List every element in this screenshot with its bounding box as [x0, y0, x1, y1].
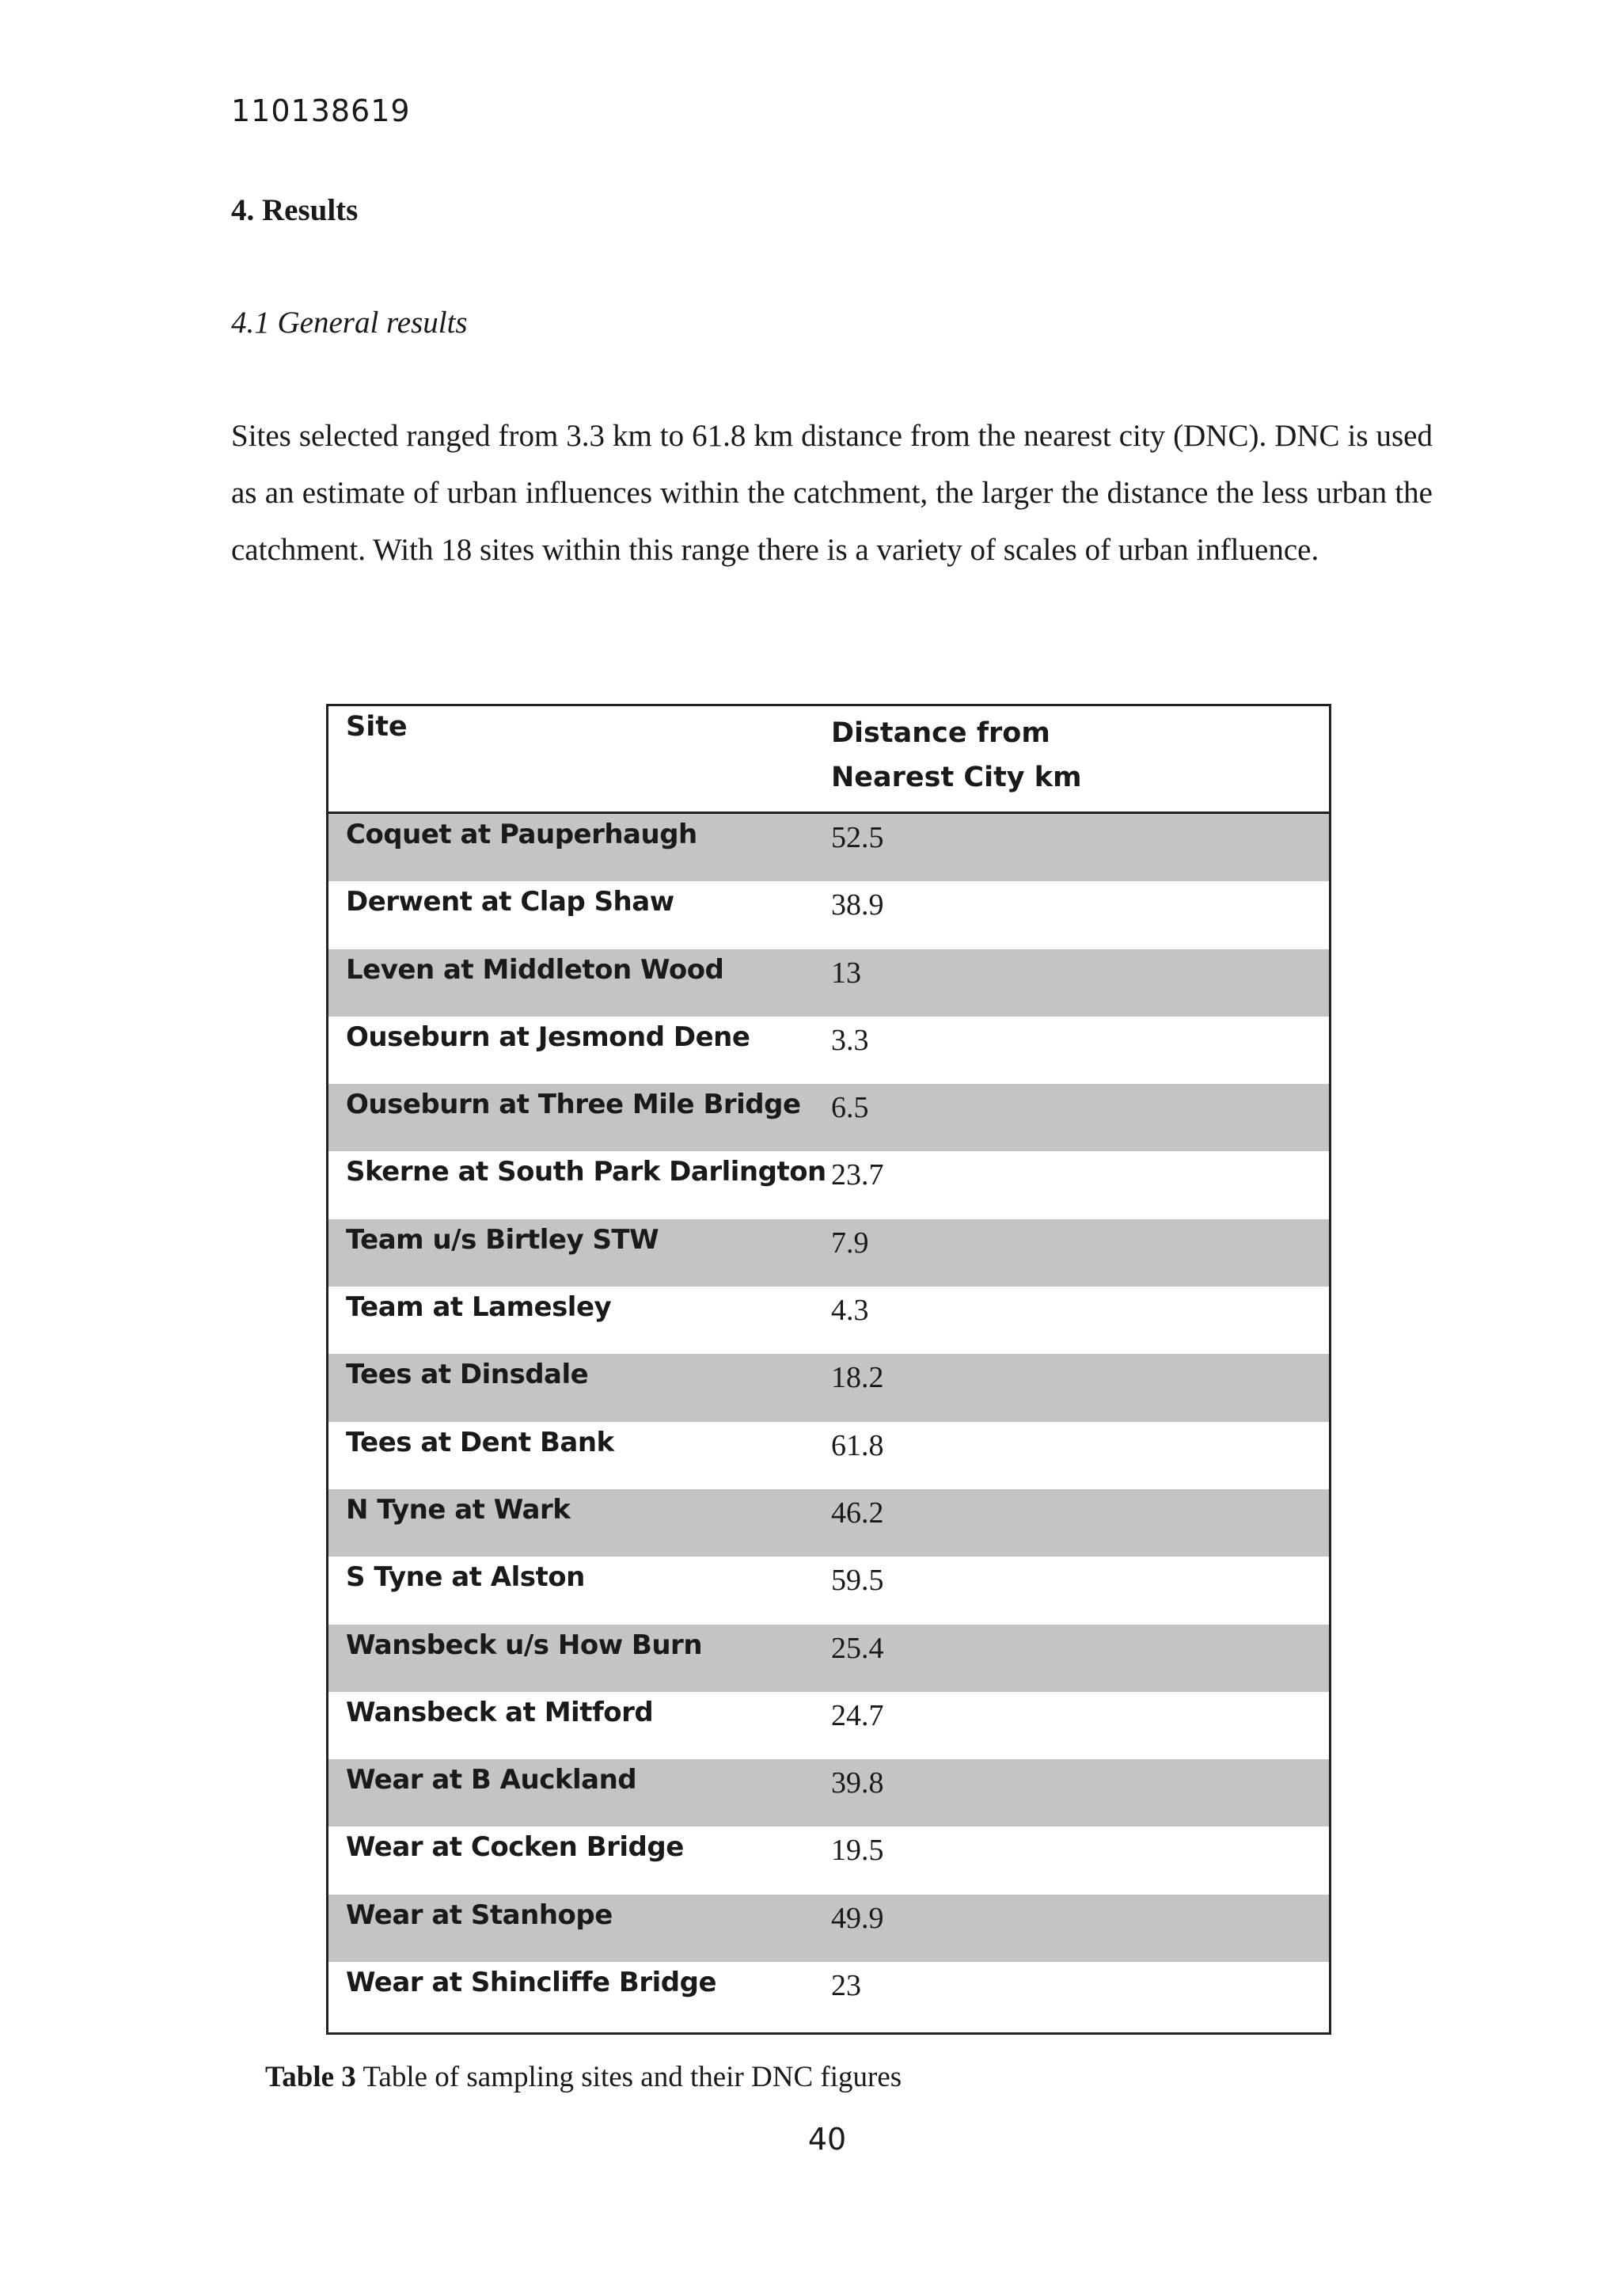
table-row — [328, 1219, 1329, 1287]
cell-site: N Tyne at Wark — [346, 1493, 571, 1526]
cell-site: Ouseburn at Jesmond Dene — [346, 1021, 750, 1053]
cell-site: Wear at Cocken Bridge — [346, 1831, 684, 1864]
table-body — [328, 814, 1329, 2029]
cell-site: Tees at Dinsdale — [346, 1359, 589, 1391]
table-row — [328, 1692, 1329, 1759]
column-header-distance — [831, 711, 1148, 800]
cell-site: Derwent at Clap Shaw — [346, 886, 674, 918]
cell-site: Ouseburn at Three Mile Bridge — [346, 1089, 801, 1121]
column-header-site: Site — [346, 711, 408, 743]
table-row — [328, 1827, 1329, 1894]
sites-table — [326, 704, 1331, 2035]
cell-distance: 52.5 — [831, 821, 884, 854]
cell-site: Wansbeck u/s How Burn — [346, 1629, 703, 1661]
cell-distance: 25.4 — [831, 1631, 884, 1665]
column-header-distance-line2: Nearest City km — [831, 762, 1082, 793]
cell-site: Skerne at South Park Darlington — [346, 1156, 826, 1188]
cell-distance: 49.9 — [831, 1901, 884, 1935]
body-paragraph: Sites selected ranged from 3.3 km to 61.8 km distance from the nearest city (DNC). DNC is used as an estimate of urban influences within the catchment, the larger the distance the less urban the catchment. With 18 sites within this range there is a variety of scales of urban influence. — [231, 419, 1433, 567]
table-row — [328, 1084, 1329, 1151]
cell-site: Wear at Shincliffe Bridge — [346, 1967, 716, 1999]
table-row — [328, 1962, 1329, 2029]
cell-site: Wear at Stanhope — [346, 1899, 613, 1931]
table-row — [328, 814, 1329, 881]
cell-distance: 6.5 — [831, 1091, 869, 1125]
table-row — [328, 1354, 1329, 1421]
cell-site: Wansbeck at Mitford — [346, 1696, 654, 1728]
table-row — [328, 1287, 1329, 1354]
section-heading: 4. Results — [231, 193, 359, 227]
cell-distance: 13 — [831, 956, 861, 990]
table-row — [328, 1422, 1329, 1489]
table-row — [328, 1557, 1329, 1624]
cell-distance: 19.5 — [831, 1834, 884, 1868]
subsection-heading: 4.1 General results — [231, 306, 468, 340]
cell-site: Team u/s Birtley STW — [346, 1223, 659, 1256]
table-row — [328, 1489, 1329, 1557]
cell-site: Wear at B Auckland — [346, 1764, 637, 1796]
caption-text: Table of sampling sites and their DNC figures — [363, 2061, 902, 2093]
caption-label: Table 3 — [265, 2061, 356, 2093]
table-row — [328, 1895, 1329, 1962]
cell-site: Team at Lamesley — [346, 1291, 612, 1324]
table-row — [328, 1017, 1329, 1084]
cell-distance: 7.9 — [831, 1226, 869, 1260]
cell-distance: 39.8 — [831, 1766, 884, 1800]
cell-site: Coquet at Pauperhaugh — [346, 819, 697, 850]
cell-site: Leven at Middleton Wood — [346, 953, 724, 986]
cell-distance: 23.7 — [831, 1158, 884, 1192]
cell-distance: 4.3 — [831, 1294, 869, 1328]
table-row — [328, 1625, 1329, 1692]
cell-distance: 59.5 — [831, 1564, 884, 1598]
cell-distance: 24.7 — [831, 1698, 884, 1732]
table-row — [328, 881, 1329, 948]
cell-distance: 61.8 — [831, 1428, 884, 1462]
student-id: 110138619 — [231, 93, 411, 128]
table-caption — [265, 2060, 902, 2094]
cell-distance: 46.2 — [831, 1496, 884, 1530]
table-row — [328, 1759, 1329, 1827]
column-header-distance-line1: Distance from — [831, 717, 1050, 749]
cell-site: S Tyne at Alston — [346, 1561, 585, 1594]
cell-distance: 3.3 — [831, 1023, 869, 1057]
cell-site: Tees at Dent Bank — [346, 1426, 614, 1458]
cell-distance: 18.2 — [831, 1361, 884, 1395]
table-header-row — [328, 706, 1329, 814]
cell-distance: 38.9 — [831, 888, 884, 922]
table-row — [328, 1151, 1329, 1218]
cell-distance: 23 — [831, 1969, 861, 2003]
table-row — [328, 949, 1329, 1017]
page-number: 40 — [807, 2122, 847, 2157]
